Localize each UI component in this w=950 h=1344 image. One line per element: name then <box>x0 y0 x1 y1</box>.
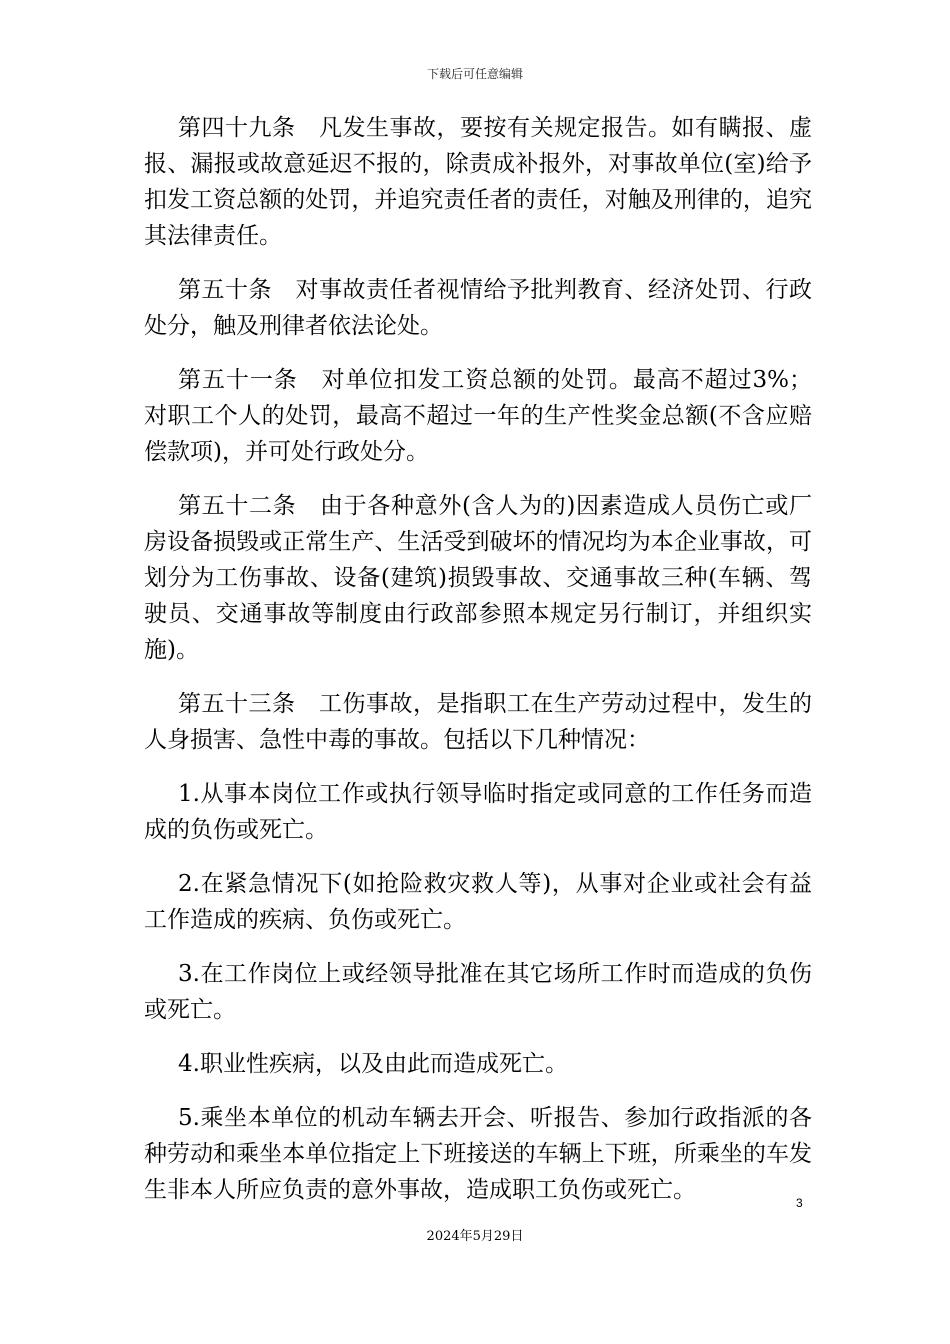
list-item-5: 5.乘坐本单位的机动车辆去开会、听报告、参加行政指派的各种劳动和乘坐本单位指定上下班接送的车辆上下班，所乘坐的车发生非本人所应负责的意外事故，造成职工负伤或死亡。 <box>144 1105 812 1203</box>
article-52: 第五十二条 由于各种意外(含人为的)因素造成人员伤亡或厂房设备损毁或正常生产、生活受到破坏的情况均为本企业事故，可划分为工伤事故、设备(建筑)损毁事故、交通事故三种(车辆、驾驶员、交通事故等制度由行政部参照本规定另行制订，并组织实施)。 <box>144 493 812 663</box>
page-number: 3 <box>796 1196 803 1210</box>
document-body <box>144 110 812 1226</box>
list-item-3: 3.在工作岗位上或经领导批准在其它场所工作时而造成的负伤或死亡。 <box>144 961 812 1023</box>
article-49: 第四十九条 凡发生事故，要按有关规定报告。如有瞒报、虚报、漏报或故意延迟不报的，除责成补报外，对事故单位(室)给予扣发工资总额的处罚，并追究责任者的责任，对触及刑律的，追究其法律责任。 <box>144 115 812 249</box>
page-header: 下载后可任意编辑 <box>426 67 523 81</box>
article-50: 第五十条 对事故责任者视情给予批判教育、经济处罚、行政处分，触及刑律者依法论处。 <box>144 277 812 339</box>
footer-date: 2024年5月29日 <box>426 1229 524 1244</box>
list-item-2: 2.在紧急情况下(如抢险救灾救人等)，从事对企业或社会有益工作造成的疾病、负伤或死亡。 <box>144 871 812 933</box>
article-51: 第五十一条 对单位扣发工资总额的处罚。最高不超过3%；对职工个人的处罚，最高不超过一年的生产性奖金总额(不含应赔偿款项)，并可处行政处分。 <box>144 367 812 465</box>
list-item-1: 1.从事本岗位工作或执行领导临时指定或同意的工作任务而造成的负伤或死亡。 <box>144 781 812 843</box>
article-53: 第五十三条 工伤事故，是指职工在生产劳动过程中，发生的人身损害、急性中毒的事故。包括以下几种情况： <box>144 691 812 753</box>
list-item-4: 4.职业性疾病，以及由此而造成死亡。 <box>178 1051 568 1077</box>
